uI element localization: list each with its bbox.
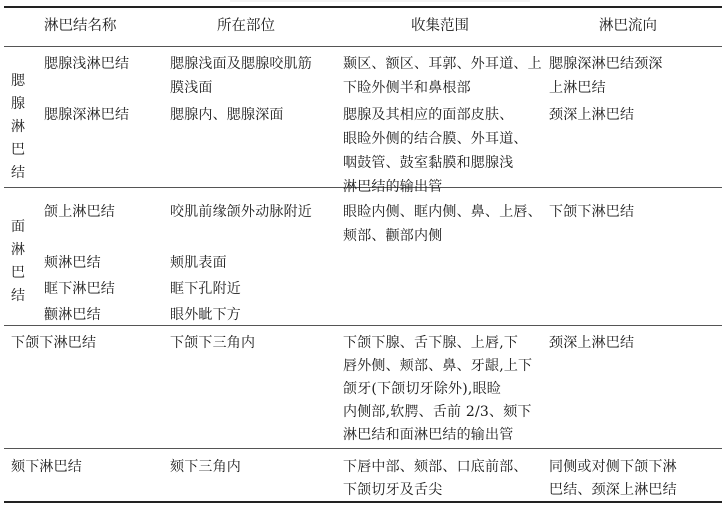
row1-collection-2: 眼睑外侧的结合膜、外耳道、	[343, 131, 528, 147]
header-flow: 淋巴流向	[599, 18, 657, 34]
row4-location-1: 眶下孔附近	[170, 281, 241, 297]
row0-collection-2: 下睑外侧半和鼻根部	[343, 80, 471, 96]
group-label-parotid: 腮 腺 淋 巴 结	[11, 73, 25, 181]
row2-location-1: 咬肌前缘颌外动脉附近	[170, 204, 312, 220]
row2-collection-2: 颊部、颧部内侧	[343, 228, 443, 244]
row7-collection-2: 下颌切牙及舌尖	[343, 482, 443, 498]
row6-location-1: 下颌下三角内	[170, 335, 256, 351]
header-bottom-rule	[4, 46, 722, 47]
row6-collection-3: 颌牙(下颌切牙除外),眼睑	[343, 381, 501, 397]
row0-collection-1: 颞区、额区、耳郭、外耳道、上	[343, 56, 542, 72]
row6-name: 下颌下淋巴结	[11, 335, 97, 351]
header-name: 淋巴结名称	[44, 18, 117, 34]
row0-name: 腮腺浅淋巴结	[44, 56, 130, 72]
row7-location-1: 颏下三角内	[170, 459, 241, 475]
row2-flow-1: 下颌下淋巴结	[549, 204, 635, 220]
row7-flow-2: 巴结、颈深上淋巴结	[549, 482, 677, 498]
row6-collection-4: 内侧部,软腭、舌前 2/3、颏下	[343, 404, 532, 420]
row1-collection-3: 咽鼓管、鼓室黏膜和腮腺浅	[343, 155, 514, 171]
row1-flow-1: 颈深上淋巴结	[549, 107, 635, 123]
row2-collection-1: 眼睑内侧、眶内侧、鼻、上唇、	[343, 204, 542, 220]
header-location: 所在部位	[217, 18, 275, 34]
row7-collection-1: 下唇中部、颏部、口底前部、	[343, 459, 528, 475]
row1-name: 腮腺深淋巴结	[44, 107, 130, 123]
row0-location-2: 膜浅面	[170, 80, 213, 96]
row3-name: 颊淋巴结	[44, 255, 101, 271]
row2-name: 颌上淋巴结	[44, 204, 115, 220]
row0-location-1: 腮腺浅面及腮腺咬肌筋	[170, 56, 312, 72]
row0-flow-1: 腮腺深淋巴结颈深	[549, 56, 663, 72]
row6-collection-5: 淋巴结和面淋巴结的输出管	[343, 427, 514, 443]
row6-collection-2: 唇外侧、颊部、鼻、牙龈,上下	[343, 358, 533, 374]
row-divider-submandibular	[4, 448, 722, 449]
row1-collection-4: 淋巴结的输出管	[343, 179, 443, 195]
row1-location-1: 腮腺内、腮腺深面	[170, 107, 284, 123]
table-top-rule	[4, 6, 722, 8]
group-divider-facial	[4, 325, 722, 326]
row7-flow-1: 同侧或对侧下颌下淋	[549, 459, 677, 475]
row6-collection-1: 下颌下腺、舌下腺、上唇,下	[343, 335, 519, 351]
group-label-facial: 面 淋 巴 结	[11, 219, 25, 304]
row3-location-1: 颊肌表面	[170, 255, 227, 271]
row4-name: 眶下淋巴结	[44, 281, 115, 297]
row6-flow-1: 颈深上淋巴结	[549, 335, 635, 351]
row0-flow-2: 上淋巴结	[549, 80, 606, 96]
faded-heading-remnant	[230, 0, 530, 2]
row5-location-1: 眼外眦下方	[170, 307, 241, 323]
row7-name: 颏下淋巴结	[11, 459, 82, 475]
row1-collection-1: 腮腺及其相应的面部皮肤、	[343, 107, 514, 123]
header-collection: 收集范围	[411, 18, 469, 34]
row5-name: 颧淋巴结	[44, 307, 101, 323]
